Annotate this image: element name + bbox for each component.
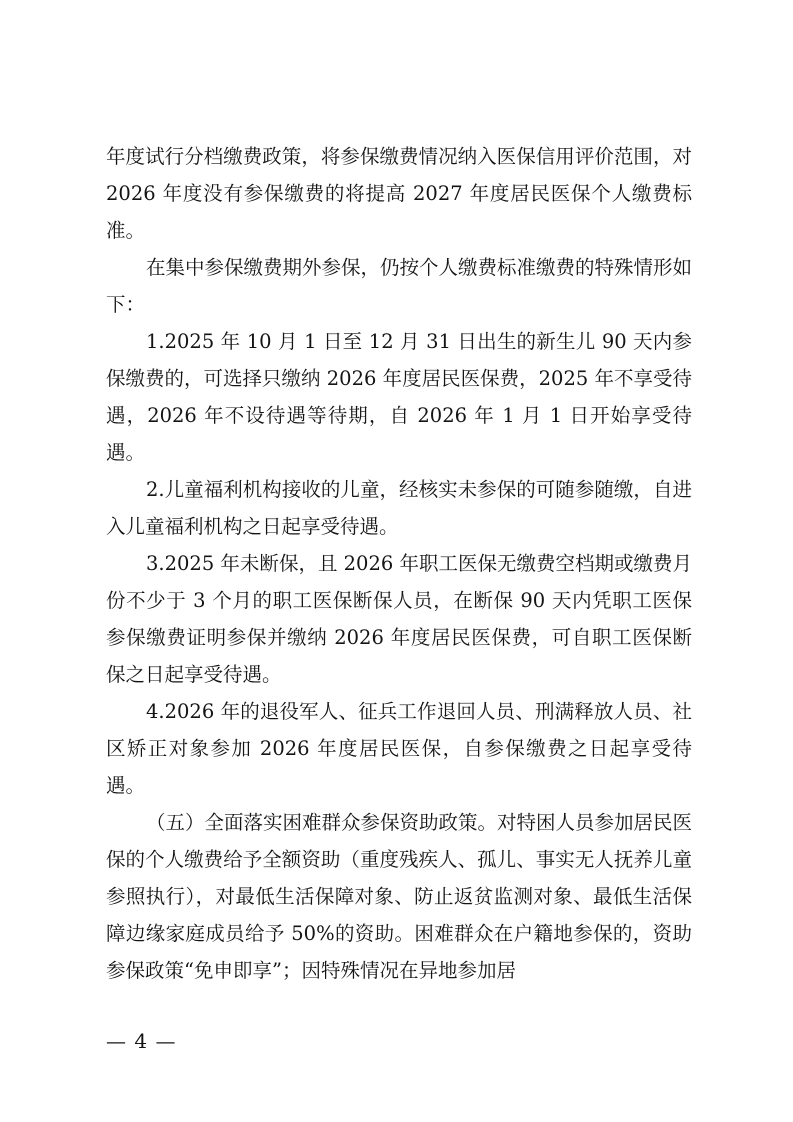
paragraph-item-2: 2.儿童福利机构接收的儿童，经核实未参保的可随参随缴，自进入儿童福利机构之日起享受待遇。 [106, 478, 692, 538]
paragraph-section-5: （五）全面落实困难群众参保资助政策。对特困人员参加居民医保的个人缴费给予全额资助（重度残疾人、孤儿、事实无人抚养儿童参照执行），对最低生活保障对象、防止返贫监测对象、最低生活保障边缘家庭成员给予 50%的资助。困难群众在户籍地参保的，资助参保政策“免申即享”；因特殊情况在异地参加居 [106, 811, 693, 982]
page-number: — 4 — [106, 1029, 177, 1053]
paragraph-continuation: 年度试行分档缴费政策，将参保缴费情况纳入医保信用评价范围，对 2026 年度没有参保缴费的将提高 2027 年度居民医保个人缴费标准。 [106, 145, 692, 242]
paragraph-special-cases-intro: 在集中参保缴费期外参保，仍按个人缴费标准缴费的特殊情形如下： [106, 256, 693, 316]
body-text [106, 138, 692, 989]
paragraph-item-1: 1.2025 年 10 月 1 日至 12 月 31 日出生的新生儿 90 天内参保缴费的，可选择只缴纳 2026 年度居民医保费，2025 年不享受待遇，2026 年不设待遇等待期，自 2026 年 1 月 1 日开始享受待遇。 [106, 330, 692, 464]
paragraph-item-3: 3.2025 年未断保，且 2026 年职工医保无缴费空档期或缴费月份不少于 3 个月的职工医保断保人员，在断保 90 天内凭职工医保参保缴费证明参保并缴纳 2026 年度居民医保费，可自职工医保断保之日起享受待遇。 [106, 552, 692, 686]
paragraph-item-4: 4.2026 年的退役军人、征兵工作退回人员、刑满释放人员、社区矫正对象参加 2026 年度居民医保，自参保缴费之日起享受待遇。 [106, 700, 692, 797]
